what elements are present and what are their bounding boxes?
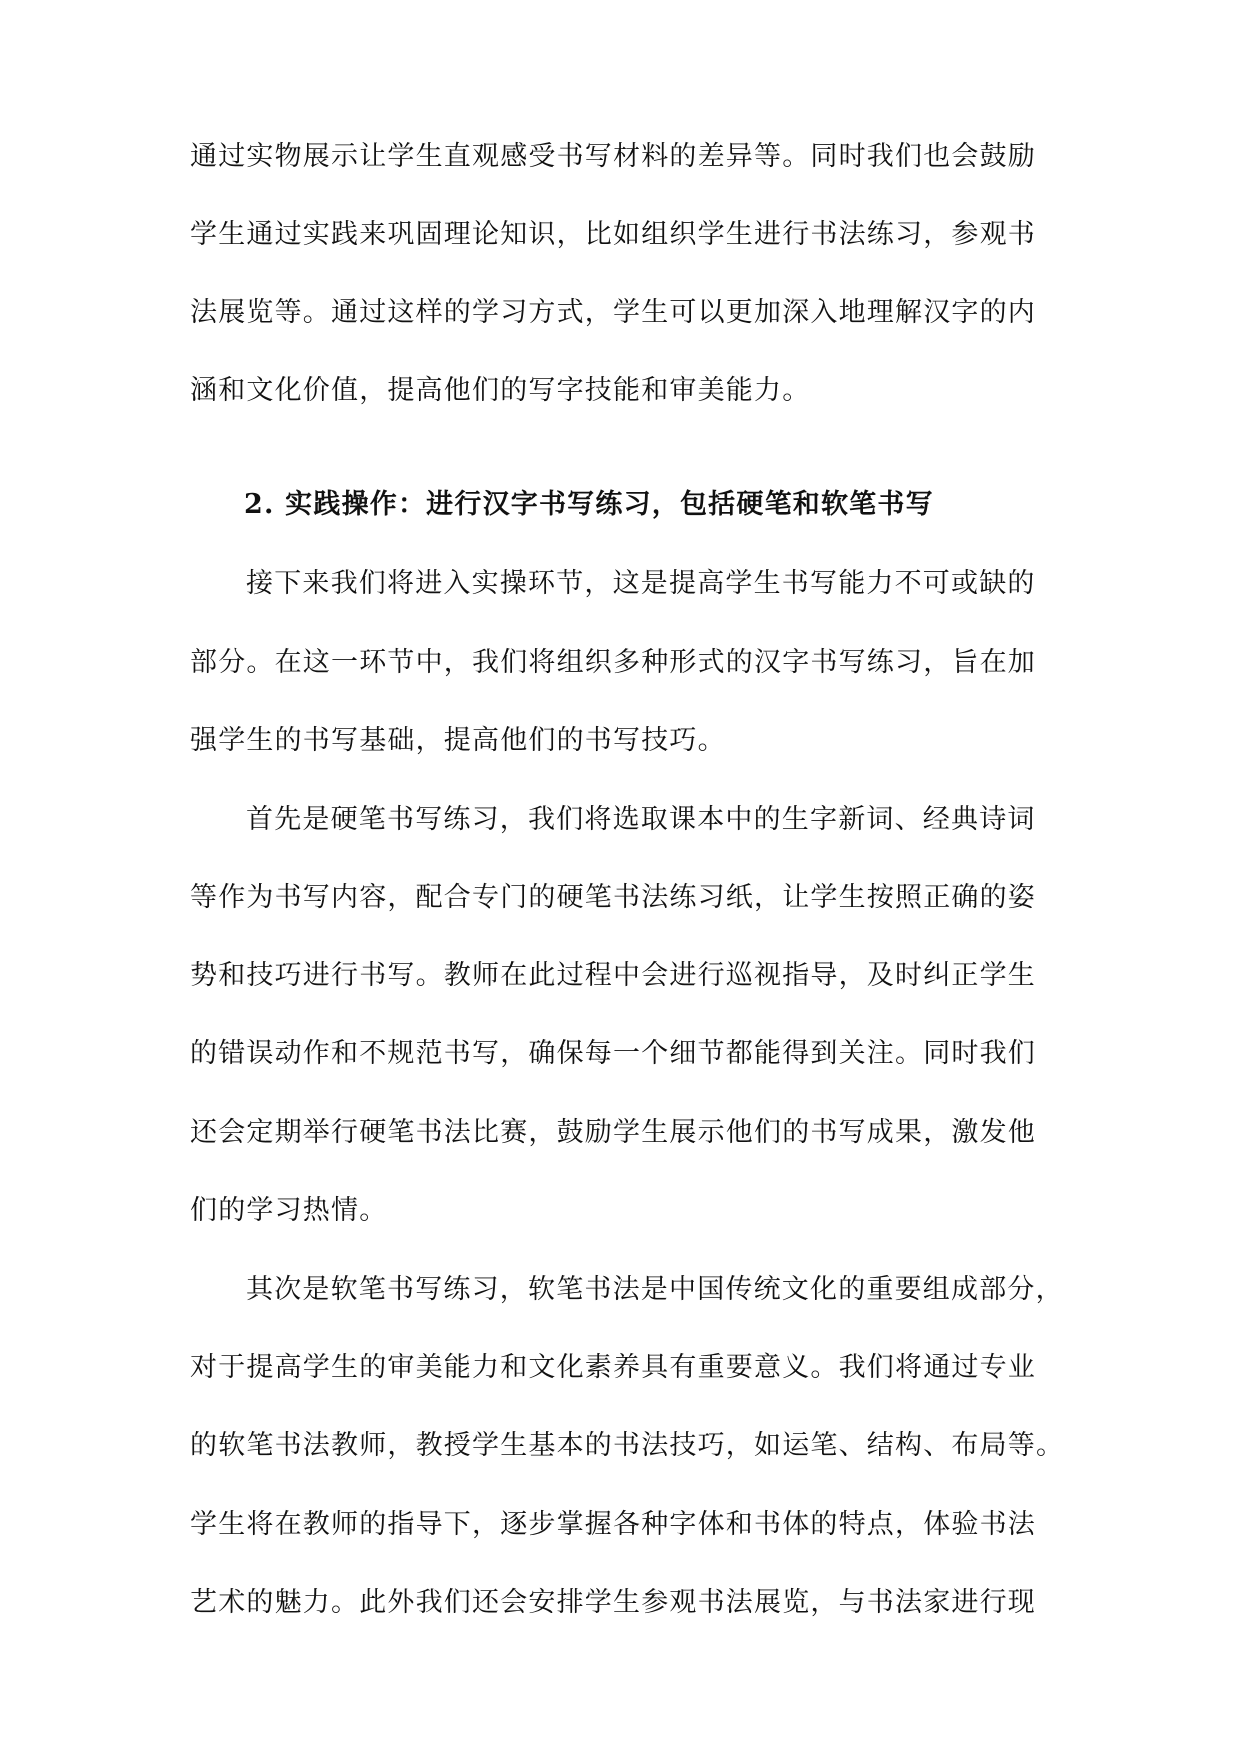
paragraph-line: 对于提高学生的审美能力和文化素养具有重要意义。我们将通过专业 (190, 1352, 1036, 1383)
paragraph-line: 的软笔书法教师，教授学生基本的书法技巧，如运笔、结构、布局等。 (190, 1430, 1065, 1461)
paragraph-line: 涵和文化价值，提高他们的写字技能和审美能力。 (190, 375, 811, 406)
paragraph-line: 部分。在这一环节中，我们将组织多种形式的汉字书写练习，旨在加 (190, 647, 1036, 678)
paragraph-line: 们的学习热情。 (190, 1195, 388, 1226)
paragraph-line: 强学生的书写基础，提高他们的书写技巧。 (190, 725, 726, 756)
paragraph-line: 学生将在教师的指导下，逐步掌握各种字体和书体的特点，体验书法 (190, 1509, 1036, 1540)
paragraph-line: 艺术的魅力。此外我们还会安排学生参观书法展览，与书法家进行现 (190, 1587, 1036, 1618)
paragraph-line: 势和技巧进行书写。教师在此过程中会进行巡视指导，及时纠正学生 (190, 960, 1036, 991)
paragraph-line: 学生通过实践来巩固理论知识，比如组织学生进行书法练习，参观书 (190, 219, 1036, 250)
paragraph-line: 等作为书写内容，配合专门的硬笔书法练习纸，让学生按照正确的姿 (190, 882, 1036, 913)
paragraph-line: 接下来我们将进入实操环节，这是提高学生书写能力不可或缺的 (246, 568, 1036, 599)
paragraph-line: 法展览等。通过这样的学习方式，学生可以更加深入地理解汉字的内 (190, 297, 1036, 328)
paragraph-line: 还会定期举行硬笔书法比赛，鼓励学生展示他们的书写成果，激发他 (190, 1117, 1036, 1148)
paragraph-line: 其次是软笔书写练习，软笔书法是中国传统文化的重要组成部分， (246, 1274, 1064, 1305)
paragraph-line: 首先是硬笔书写练习，我们将选取课本中的生字新词、经典诗词 (246, 804, 1036, 835)
paragraph-line: 通过实物展示让学生直观感受书写材料的差异等。同时我们也会鼓励 (190, 141, 1036, 172)
section-heading: 2. 实践操作：进行汉字书写练习，包括硬笔和软笔书写 (244, 489, 934, 520)
paragraph-line: 的错误动作和不规范书写，确保每一个细节都能得到关注。同时我们 (190, 1038, 1036, 1069)
